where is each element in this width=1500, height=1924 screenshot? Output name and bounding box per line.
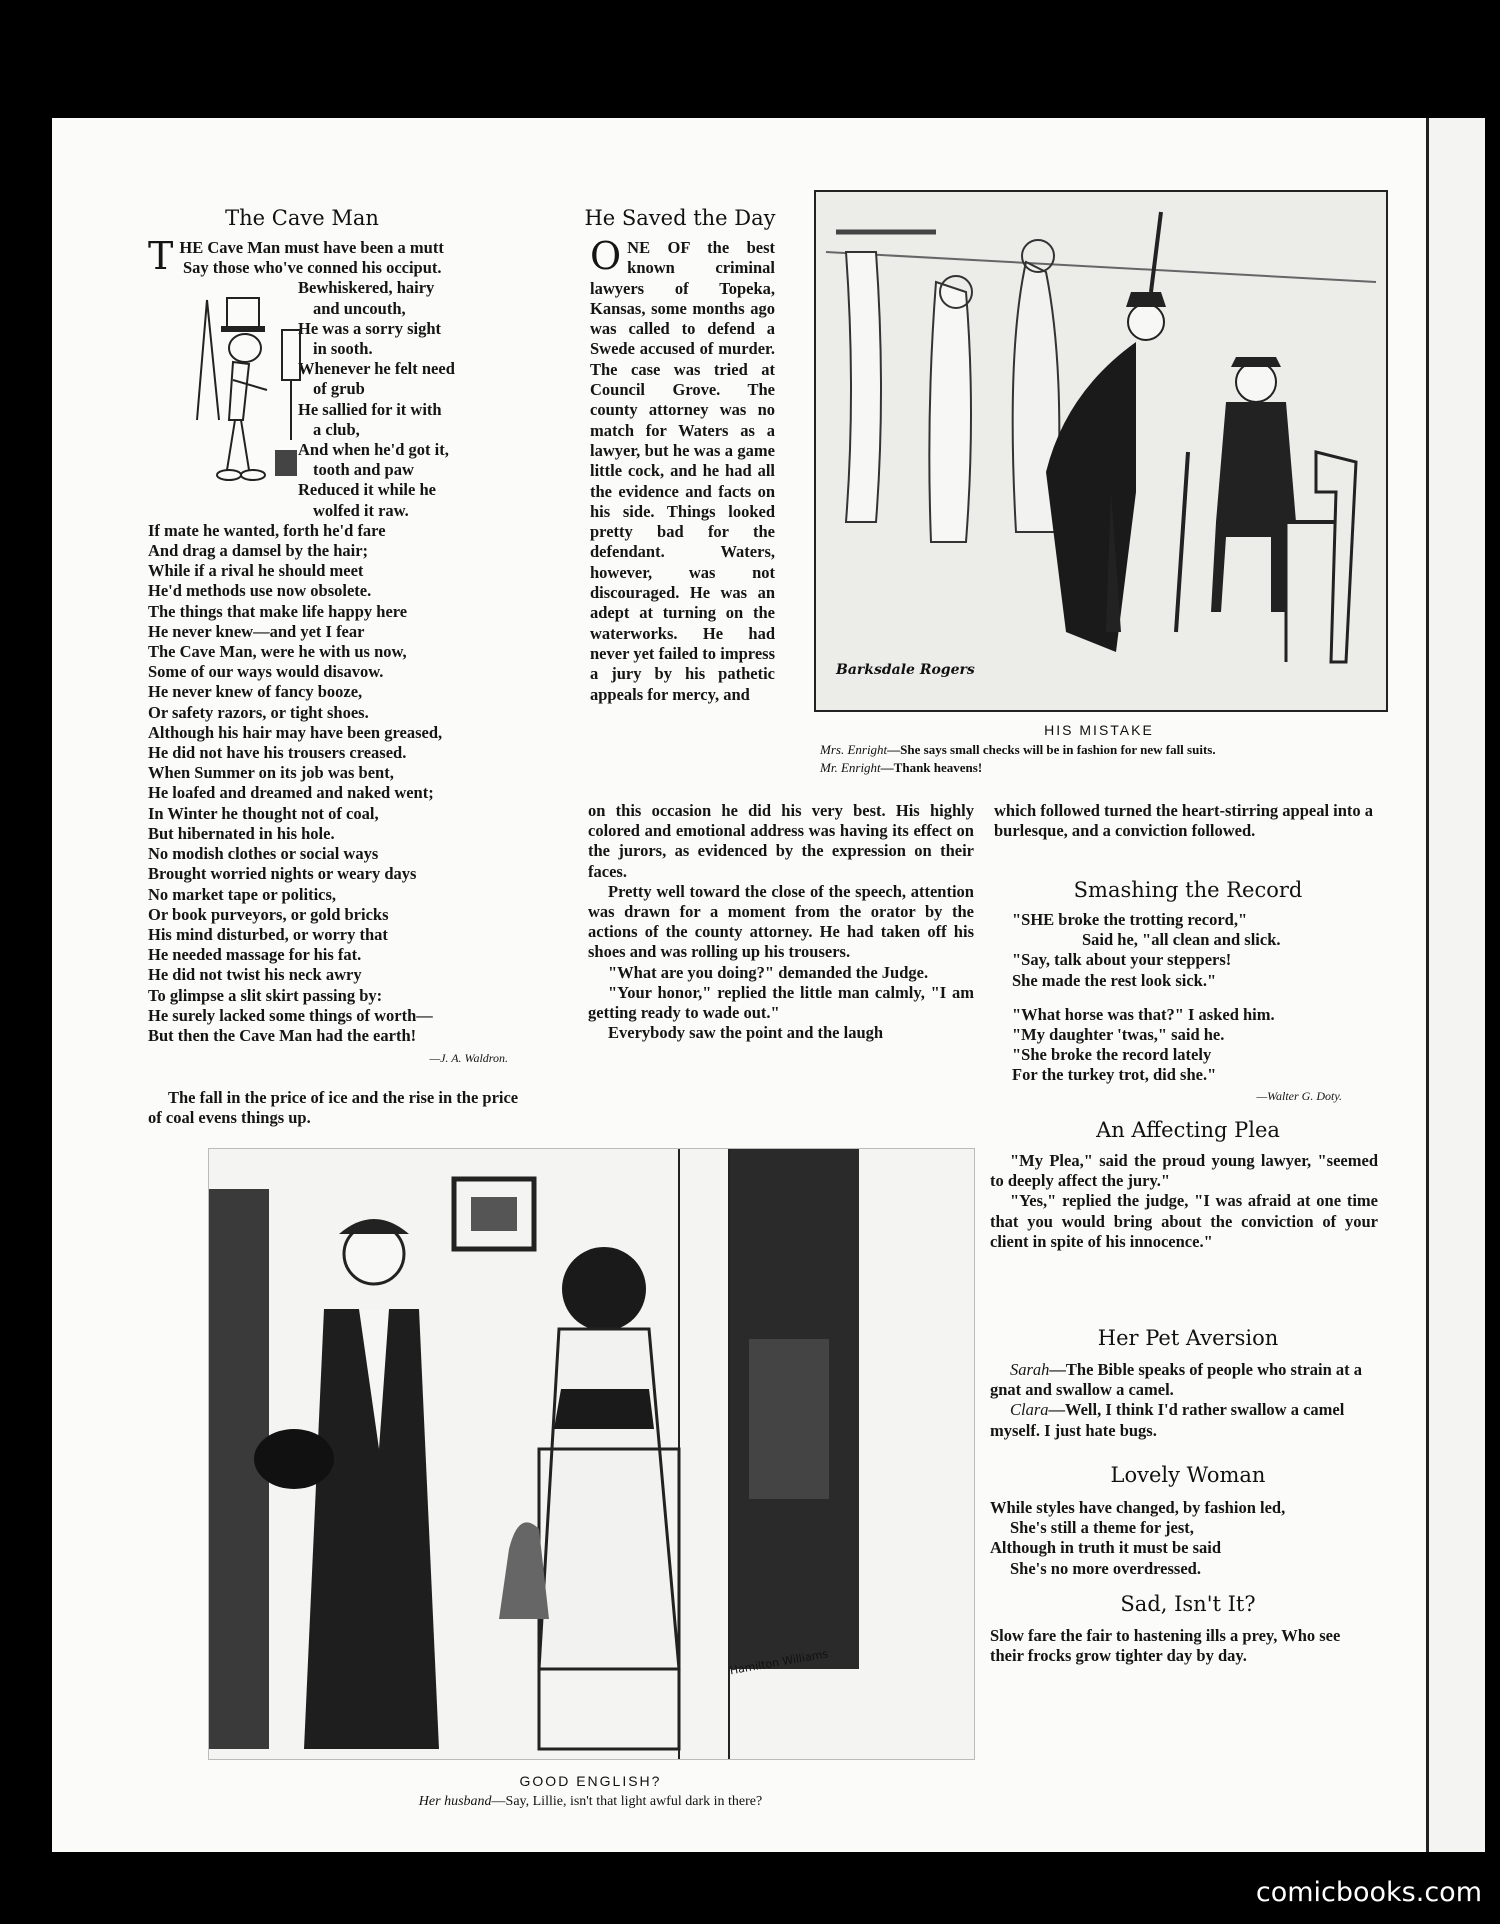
poem-line: And when he'd got it, — [298, 440, 449, 460]
aversion-text: —Well, I think I'd rather swallow a camel myself. I just hate bugs. — [990, 1400, 1345, 1440]
saved-day-text: NE OF the best known criminal lawyers of Topeka, Kansas, some months ago was called to defend a Swede accused of murder. The case was tried at Council Grove. The county attorney was no match for Waters as a lawyer, but he was a game little cock, and he had all the evidence and facts on his side. Things looked pretty bad for the defendant. Waters, however, was not discouraged. He was an adept at turning on the waterworks. He had never yet failed to impress a jury by his pathetic appeals for mercy, and — [590, 238, 775, 704]
poem-line: Brought worried nights or weary days — [148, 864, 417, 884]
poem-line: He'd methods use now obsolete. — [148, 581, 372, 601]
poem-line: Whenever he felt need — [298, 359, 455, 379]
affecting-plea-title: An Affecting Plea — [1096, 1118, 1280, 1142]
cave-man-attribution: —J. A. Waldron. — [429, 1051, 508, 1066]
plea-paragraph: "My Plea," said the proud young lawyer, "seemed to deeply affect the jury." — [990, 1151, 1378, 1191]
his-mistake-drawing — [816, 192, 1386, 710]
his-mistake-caption-line1 — [820, 742, 1390, 758]
poem-line: He loafed and dreamed and naked went; — [148, 783, 434, 803]
poem-line: To glimpse a slit skirt passing by: — [148, 985, 383, 1005]
speaker-name: Her husband — [418, 1794, 492, 1809]
poem-line: HE Cave Man must have been a mutt — [179, 238, 444, 257]
poem-line: If mate he wanted, forth he'd fare — [148, 520, 386, 540]
poem-line: While styles have changed, by fashion led, — [990, 1498, 1286, 1517]
poem-line: wolfed it raw. — [313, 500, 409, 520]
poem-line: Although in truth it must be said — [990, 1538, 1222, 1558]
good-english-drawing — [209, 1149, 974, 1759]
poem-line: Say those who've conned his occiput. — [183, 258, 442, 278]
poem-line: She's still a theme for jest, — [1010, 1518, 1194, 1538]
poem-line: While if a rival he should meet — [148, 561, 364, 581]
poem-line: No market tape or politics, — [148, 884, 337, 904]
poem-line: He did not twist his neck awry — [148, 965, 362, 985]
poem-line: In Winter he thought not of coal, — [148, 803, 379, 823]
cave-man-dropcap: T — [148, 234, 174, 278]
poem-line: "What horse was that?" I asked him. — [1012, 1004, 1275, 1024]
poem-line: Reduced it while he — [298, 480, 436, 500]
speaker-name: Mr. Enright — [820, 760, 881, 775]
saved-day-paragraph: Pretty well toward the close of the speech, attention was drawn for a moment from the orator by the actions of the county attorney. He had taken off his shoes and was rolling up his trousers. — [588, 881, 974, 962]
poem-line: He sallied for it with — [298, 399, 442, 419]
poem-line: Although his hair may have been greased, — [148, 722, 443, 742]
his-mistake-caption-title: HIS MISTAKE — [1044, 722, 1154, 738]
ice-joke: The fall in the price of ice and the rise in the price of coal evens things up. — [148, 1088, 519, 1128]
poem-line: "SHE broke the trotting record," — [1012, 910, 1248, 929]
watermark: comicbooks.com — [1255, 1877, 1482, 1908]
aversion-text: —The Bible speaks of people who strain at a gnat and swallow a camel. — [990, 1360, 1363, 1400]
sad-body: Slow fare the fair to hastening ills a prey, Who see their frocks grow tighter day by day. — [990, 1626, 1341, 1666]
good-english-illustration — [208, 1148, 975, 1760]
his-mistake-caption-line2 — [820, 760, 1390, 776]
saved-day-dropcap: O — [590, 234, 622, 278]
speaker-name: Mrs. Enright — [820, 742, 888, 757]
poem-line: Or book purveyors, or gold bricks — [148, 904, 389, 924]
saved-day-paragraph: on this occasion he did his very best. His highly colored and emotional address was having its effect on the jurors, as evidenced by the expression on their faces. — [588, 801, 974, 881]
poem-line: Said he, "all clean and slick. — [1082, 930, 1281, 950]
saved-day-col2 — [588, 801, 974, 1043]
speaker-name: Sarah — [1010, 1360, 1050, 1379]
poem-line: "She broke the record lately — [1012, 1045, 1212, 1065]
poem-line: The things that make life happy here — [148, 601, 408, 621]
poem-line: He never knew of fancy booze, — [148, 682, 363, 702]
poem-line: "Say, talk about your steppers! — [1012, 950, 1232, 970]
poem-line: a club, — [313, 419, 360, 439]
poem-line: tooth and paw — [313, 460, 414, 480]
good-english-caption-title: GOOD ENGLISH? — [519, 1773, 662, 1789]
saved-day-paragraph: Everybody saw the point and the laugh — [608, 1023, 884, 1043]
poem-line: He surely lacked some things of worth— — [148, 1005, 433, 1025]
cave-man-title: The Cave Man — [225, 206, 379, 230]
poem-line: But hibernated in his hole. — [148, 823, 335, 843]
pet-aversion-title: Her Pet Aversion — [1097, 1326, 1279, 1350]
poem-line: He never knew—and yet I fear — [148, 621, 365, 641]
cave-man-sketch — [187, 290, 322, 490]
poem-line: When Summer on its job was bent, — [148, 763, 394, 783]
good-english-caption-line — [208, 1794, 973, 1810]
pet-aversion-body — [990, 1360, 1378, 1441]
speaker-name: Clara — [1010, 1400, 1049, 1420]
poem-line: His mind disturbed, or worry that — [148, 924, 388, 944]
saved-day-paragraph: "Your honor," replied the little man calmly, "I am getting ready to wade out." — [588, 982, 974, 1023]
poem-line: "My daughter 'twas," said he. — [1012, 1025, 1225, 1045]
plea-paragraph: "Yes," replied the judge, "I was afraid at one time that you would bring about the conviction of your client in spite of his innocence." — [990, 1191, 1378, 1251]
smashing-poem — [1012, 910, 1382, 1106]
magazine-page — [52, 118, 1432, 1852]
saved-day-title: He Saved the Day — [584, 206, 776, 230]
facing-page-edge — [1426, 118, 1485, 1852]
lovely-woman-poem — [990, 1498, 1378, 1579]
good-english-signature: Hamilton Williams — [728, 1647, 829, 1678]
smashing-attribution: —Walter G. Doty. — [1256, 1088, 1342, 1103]
caption-text: —She says small checks will be in fashion for new fall suits. — [887, 742, 1216, 757]
poem-line: and uncouth, — [313, 298, 406, 318]
poem-line: No modish clothes or social ways — [148, 844, 379, 864]
poem-line: And drag a damsel by the hair; — [148, 541, 369, 561]
saved-day-col3: which followed turned the heart-stirring appeal into a burlesque, and a conviction followed. — [994, 801, 1374, 841]
affecting-plea-body — [990, 1151, 1378, 1252]
poem-line: Bewhiskered, hairy — [298, 278, 435, 298]
poem-line: The Cave Man, were he with us now, — [148, 642, 407, 662]
poem-line: She made the rest look sick." — [1012, 970, 1217, 990]
poem-line: But then the Cave Man had the earth! — [148, 1025, 417, 1045]
smashing-title: Smashing the Record — [1073, 878, 1303, 902]
poem-line: He did not have his trousers creased. — [148, 743, 407, 763]
poem-line: For the turkey trot, did she." — [1012, 1065, 1217, 1085]
poem-line: in sooth. — [313, 339, 373, 359]
poem-line: Some of our ways would disavow. — [148, 662, 384, 682]
poem-line: He was a sorry sight — [298, 318, 441, 338]
sad-title: Sad, Isn't It? — [1120, 1592, 1256, 1616]
caption-text: —Say, Lillie, isn't that light awful dark in there? — [491, 1794, 763, 1809]
poem-line: She's no more overdressed. — [1010, 1558, 1201, 1578]
his-mistake-illustration — [814, 190, 1388, 712]
saved-day-col1 — [590, 234, 775, 705]
his-mistake-signature: Barksdale Rogers — [836, 662, 975, 678]
poem-line: He needed massage for his fat. — [148, 945, 362, 965]
poem-line: of grub — [313, 379, 365, 399]
caption-text: —Thank heavens! — [880, 760, 983, 775]
poem-line: Or safety razors, or tight shoes. — [148, 702, 369, 722]
saved-day-paragraph: "What are you doing?" demanded the Judge. — [608, 962, 929, 982]
lovely-woman-title: Lovely Woman — [1110, 1463, 1266, 1487]
